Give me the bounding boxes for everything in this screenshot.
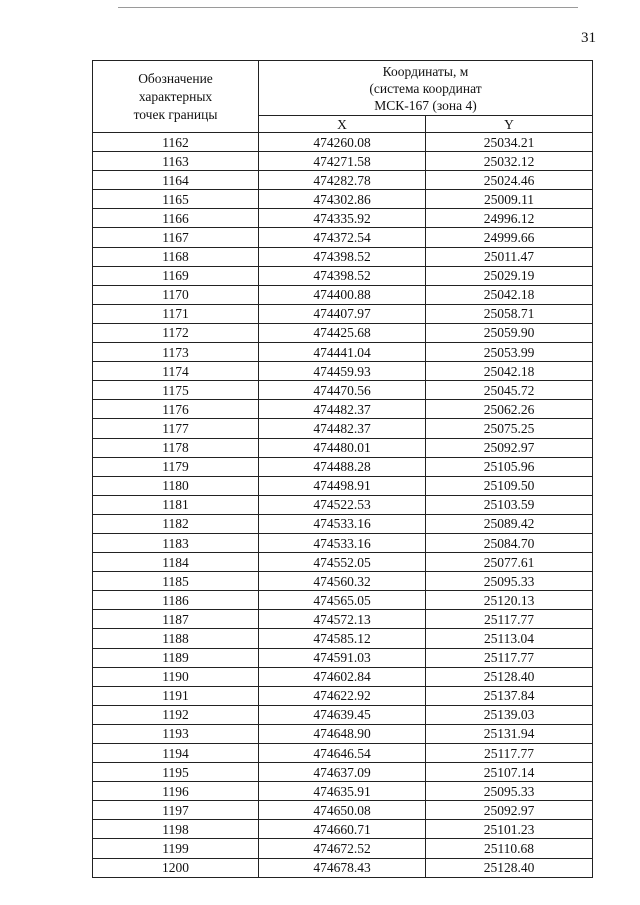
y-coordinate-cell: 25095.33 <box>426 782 593 801</box>
x-coordinate-cell: 474407.97 <box>259 304 426 323</box>
table-row <box>93 629 593 648</box>
coordinates-group-header <box>259 61 593 116</box>
point-id-cell: 1182 <box>93 514 259 533</box>
x-coordinate-cell: 474335.92 <box>259 209 426 228</box>
point-id-cell: 1200 <box>93 858 259 877</box>
coordinates-table <box>92 60 593 878</box>
table-row <box>93 323 593 342</box>
x-coordinate-cell: 474260.08 <box>259 133 426 152</box>
point-id-cell: 1191 <box>93 686 259 705</box>
x-coordinate-cell: 474282.78 <box>259 171 426 190</box>
table-row <box>93 839 593 858</box>
table-row <box>93 228 593 247</box>
table-row <box>93 304 593 323</box>
y-coordinate-cell: 25109.50 <box>426 476 593 495</box>
top-rule <box>118 7 578 8</box>
y-coordinate-cell: 25011.47 <box>426 247 593 266</box>
table-row <box>93 266 593 285</box>
x-coordinate-cell: 474271.58 <box>259 152 426 171</box>
table-row <box>93 533 593 552</box>
table-row <box>93 209 593 228</box>
coords-header-line: Координаты, м <box>382 64 469 79</box>
points-header-line: Обозначение <box>138 70 213 86</box>
x-coordinate-cell: 474660.71 <box>259 820 426 839</box>
x-coordinate-cell: 474482.37 <box>259 400 426 419</box>
x-coordinate-cell: 474650.08 <box>259 801 426 820</box>
point-id-cell: 1175 <box>93 381 259 400</box>
y-coordinate-cell: 25042.18 <box>426 362 593 381</box>
table-header <box>93 61 593 133</box>
point-id-cell: 1181 <box>93 495 259 514</box>
y-coordinate-cell: 25128.40 <box>426 667 593 686</box>
x-coordinate-cell: 474498.91 <box>259 476 426 495</box>
points-header-line: точек границы <box>133 106 218 122</box>
x-coordinate-cell: 474480.01 <box>259 438 426 457</box>
y-coordinate-cell: 25117.77 <box>426 610 593 629</box>
x-coordinate-cell: 474372.54 <box>259 228 426 247</box>
table-row <box>93 705 593 724</box>
y-coordinate-cell: 24999.66 <box>426 228 593 247</box>
coords-header-line: (система координат <box>369 81 482 96</box>
page-number: 31 <box>581 30 596 46</box>
point-id-cell: 1178 <box>93 438 259 457</box>
point-id-cell: 1189 <box>93 648 259 667</box>
y-coordinate-cell: 25110.68 <box>426 839 593 858</box>
point-id-cell: 1162 <box>93 133 259 152</box>
x-coordinate-cell: 474302.86 <box>259 190 426 209</box>
y-coordinate-cell: 25084.70 <box>426 533 593 552</box>
y-coordinate-cell: 25077.61 <box>426 553 593 572</box>
table-row <box>93 285 593 304</box>
table-row <box>93 419 593 438</box>
y-coordinate-cell: 25137.84 <box>426 686 593 705</box>
y-coordinate-cell: 25131.94 <box>426 724 593 743</box>
table-row <box>93 572 593 591</box>
y-coordinate-cell: 25024.46 <box>426 171 593 190</box>
table-row <box>93 343 593 362</box>
y-coordinate-cell: 25095.33 <box>426 572 593 591</box>
x-column-header: X <box>259 116 426 133</box>
table-row <box>93 514 593 533</box>
table-row <box>93 744 593 763</box>
table-row <box>93 610 593 629</box>
point-id-cell: 1176 <box>93 400 259 419</box>
point-id-cell: 1197 <box>93 801 259 820</box>
x-coordinate-cell: 474602.84 <box>259 667 426 686</box>
table-row <box>93 782 593 801</box>
point-id-cell: 1171 <box>93 304 259 323</box>
table-row <box>93 476 593 495</box>
header-row-top <box>93 61 593 116</box>
table-row <box>93 400 593 419</box>
y-coordinate-cell: 25128.40 <box>426 858 593 877</box>
x-coordinate-cell: 474585.12 <box>259 629 426 648</box>
y-coordinate-cell: 25092.97 <box>426 438 593 457</box>
table-row <box>93 247 593 266</box>
y-coordinate-cell: 25045.72 <box>426 381 593 400</box>
point-id-cell: 1169 <box>93 266 259 285</box>
table-row <box>93 152 593 171</box>
point-id-cell: 1167 <box>93 228 259 247</box>
point-id-cell: 1172 <box>93 323 259 342</box>
x-coordinate-cell: 474622.92 <box>259 686 426 705</box>
x-coordinate-cell: 474459.93 <box>259 362 426 381</box>
x-coordinate-cell: 474441.04 <box>259 343 426 362</box>
y-coordinate-cell: 24996.12 <box>426 209 593 228</box>
point-id-cell: 1165 <box>93 190 259 209</box>
coords-header-line: МСК-167 (зона 4) <box>374 98 477 113</box>
point-id-cell: 1183 <box>93 533 259 552</box>
table-row <box>93 362 593 381</box>
x-coordinate-cell: 474533.16 <box>259 514 426 533</box>
x-coordinate-cell: 474488.28 <box>259 457 426 476</box>
x-coordinate-cell: 474533.16 <box>259 533 426 552</box>
point-id-cell: 1198 <box>93 820 259 839</box>
x-coordinate-cell: 474646.54 <box>259 744 426 763</box>
y-coordinate-cell: 25029.19 <box>426 266 593 285</box>
x-coordinate-cell: 474522.53 <box>259 495 426 514</box>
y-coordinate-cell: 25062.26 <box>426 400 593 419</box>
y-coordinate-cell: 25139.03 <box>426 705 593 724</box>
y-coordinate-cell: 25009.11 <box>426 190 593 209</box>
x-coordinate-cell: 474560.32 <box>259 572 426 591</box>
table-row <box>93 495 593 514</box>
x-coordinate-cell: 474591.03 <box>259 648 426 667</box>
y-coordinate-cell: 25034.21 <box>426 133 593 152</box>
table-row <box>93 801 593 820</box>
point-id-cell: 1184 <box>93 553 259 572</box>
y-coordinate-cell: 25058.71 <box>426 304 593 323</box>
y-column-header: Y <box>426 116 593 133</box>
point-id-cell: 1199 <box>93 839 259 858</box>
point-id-cell: 1164 <box>93 171 259 190</box>
y-coordinate-cell: 25092.97 <box>426 801 593 820</box>
y-coordinate-cell: 25053.99 <box>426 343 593 362</box>
table-row <box>93 763 593 782</box>
table-row <box>93 648 593 667</box>
x-coordinate-cell: 474470.56 <box>259 381 426 400</box>
x-coordinate-cell: 474400.88 <box>259 285 426 304</box>
point-id-cell: 1194 <box>93 744 259 763</box>
x-coordinate-cell: 474637.09 <box>259 763 426 782</box>
x-coordinate-cell: 474552.05 <box>259 553 426 572</box>
y-coordinate-cell: 25042.18 <box>426 285 593 304</box>
point-id-cell: 1173 <box>93 343 259 362</box>
x-coordinate-cell: 474678.43 <box>259 858 426 877</box>
point-id-cell: 1179 <box>93 457 259 476</box>
point-id-cell: 1192 <box>93 705 259 724</box>
table-row <box>93 457 593 476</box>
point-id-cell: 1196 <box>93 782 259 801</box>
point-id-cell: 1168 <box>93 247 259 266</box>
x-coordinate-cell: 474398.52 <box>259 266 426 285</box>
point-id-cell: 1185 <box>93 572 259 591</box>
point-id-cell: 1180 <box>93 476 259 495</box>
points-header-line: характерных <box>138 88 213 104</box>
table-row <box>93 553 593 572</box>
table-row <box>93 171 593 190</box>
x-coordinate-cell: 474572.13 <box>259 610 426 629</box>
point-id-cell: 1177 <box>93 419 259 438</box>
point-id-cell: 1166 <box>93 209 259 228</box>
y-coordinate-cell: 25089.42 <box>426 514 593 533</box>
y-coordinate-cell: 25075.25 <box>426 419 593 438</box>
y-coordinate-cell: 25105.96 <box>426 457 593 476</box>
y-coordinate-cell: 25101.23 <box>426 820 593 839</box>
table-row <box>93 190 593 209</box>
y-coordinate-cell: 25120.13 <box>426 591 593 610</box>
table-row <box>93 686 593 705</box>
x-coordinate-cell: 474565.05 <box>259 591 426 610</box>
point-id-cell: 1190 <box>93 667 259 686</box>
y-coordinate-cell: 25117.77 <box>426 744 593 763</box>
table-row <box>93 133 593 152</box>
x-coordinate-cell: 474648.90 <box>259 724 426 743</box>
point-id-cell: 1188 <box>93 629 259 648</box>
x-coordinate-cell: 474635.91 <box>259 782 426 801</box>
x-coordinate-cell: 474639.45 <box>259 705 426 724</box>
table-body <box>93 133 593 878</box>
x-coordinate-cell: 474672.52 <box>259 839 426 858</box>
point-id-cell: 1186 <box>93 591 259 610</box>
point-id-cell: 1193 <box>93 724 259 743</box>
y-coordinate-cell: 25107.14 <box>426 763 593 782</box>
table-row <box>93 438 593 457</box>
table-row <box>93 820 593 839</box>
table-row <box>93 591 593 610</box>
points-column-header <box>93 61 259 133</box>
table-row <box>93 858 593 877</box>
x-coordinate-cell: 474482.37 <box>259 419 426 438</box>
x-coordinate-cell: 474398.52 <box>259 247 426 266</box>
table-row <box>93 724 593 743</box>
point-id-cell: 1195 <box>93 763 259 782</box>
x-coordinate-cell: 474425.68 <box>259 323 426 342</box>
table-row <box>93 667 593 686</box>
y-coordinate-cell: 25113.04 <box>426 629 593 648</box>
point-id-cell: 1170 <box>93 285 259 304</box>
table-row <box>93 381 593 400</box>
y-coordinate-cell: 25117.77 <box>426 648 593 667</box>
point-id-cell: 1174 <box>93 362 259 381</box>
y-coordinate-cell: 25103.59 <box>426 495 593 514</box>
point-id-cell: 1163 <box>93 152 259 171</box>
y-coordinate-cell: 25059.90 <box>426 323 593 342</box>
point-id-cell: 1187 <box>93 610 259 629</box>
y-coordinate-cell: 25032.12 <box>426 152 593 171</box>
